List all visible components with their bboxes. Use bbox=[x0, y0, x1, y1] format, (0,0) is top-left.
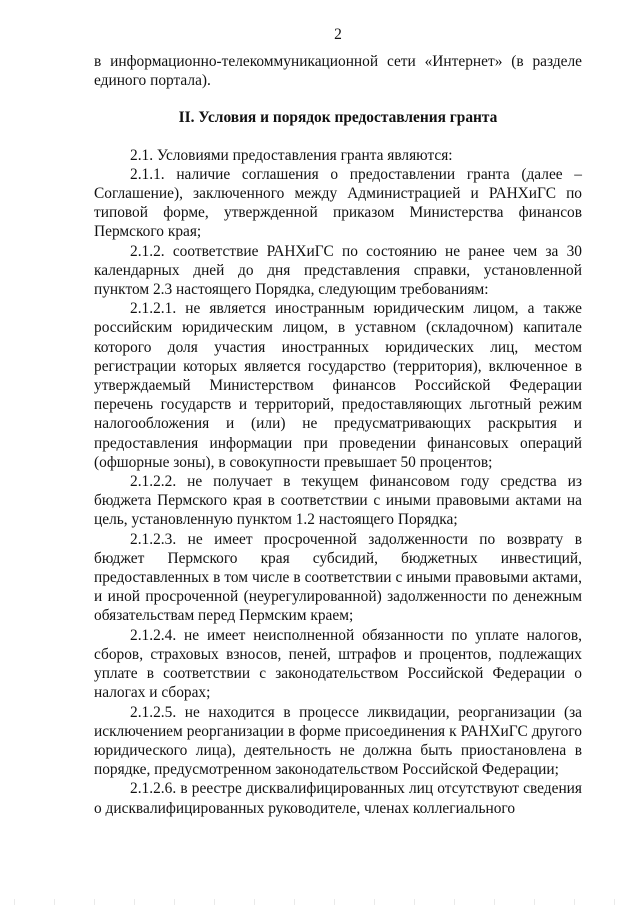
paragraph-2-1-2: 2.1.2. соответствие РАНХиГС по состоянию не ранее чем за 30 календарных дней до дня представления справки, установленной пунктом 2.3 настоящего Порядка, следующим требованиям: bbox=[94, 242, 582, 299]
scan-edge-marks bbox=[0, 899, 640, 905]
paragraph-2-1-2-1: 2.1.2.1. не является иностранным юридическим лицом, а также российским юридическим лицом, в уставном (складочном) капитале которого доля участия иностранных юридических лиц, местом регистрации которых является государство (территория), включенное в утверждаемый Министерством финансов Российской Федерации перечень государств и территорий, предоставляющих льготный режим налогообложения и (или) не предусматривающих раскрытия и предоставления информации при проведении финансовых операций (офшорные зоны), в совокупности превышает 50 процентов; bbox=[94, 300, 582, 471]
paragraph-2-1-2-5: 2.1.2.5. не находится в процессе ликвидации, реорганизации (за исключением реорганизации в форме присоединения к РАНХиГС другого юридического лица), деятельность не должна быть приостановлена в порядке, предусмотренном законодательством Российской Федерации; bbox=[94, 703, 582, 779]
paragraph-2-1: 2.1. Условиями предоставления гранта являются: bbox=[130, 146, 453, 164]
paragraph-2-1-2-4: 2.1.2.4. не имеет неисполненной обязанности по уплате налогов, сборов, страховых взносов, пеней, штрафов и процентов, подлежащих уплате в соответствии с законодательством Российской Федерации о налогах и сборах; bbox=[94, 626, 582, 702]
intro-paragraph: в информационно-телекоммуникационной сети «Интернет» (в разделе единого портала). bbox=[94, 53, 582, 90]
section-title: II. Условия и порядок предоставления гранта bbox=[178, 109, 498, 127]
paragraph-2-1-2-2: 2.1.2.2. не получает в текущем финансовом году средства из бюджета Пермского края в соответствии с иными правовыми актами на цель, установленную пунктом 1.2 настоящего Порядка; bbox=[94, 473, 582, 529]
paragraph-2-1-2-6: 2.1.2.6. в реестре дисквалифицированных лиц отсутствуют сведения о дисквалифицированных руководителе, членах коллегиального bbox=[94, 780, 582, 817]
page-number: 2 bbox=[334, 26, 342, 43]
paragraph-2-1-2-3: 2.1.2.3. не имеет просроченной задолженности по возврату в бюджет Пермского края субсидий, бюджетных инвестиций, предоставленных в том числе в соответствии с иными правовыми актами, и иной просроченной (неурегулированной) задолженности по денежным обязательствам перед Пермским краем; bbox=[94, 530, 582, 625]
paragraph-2-1-1: 2.1.1. наличие соглашения о предоставлении гранта (далее – Соглашение), заключенного между Администрацией и РАНХиГС по типовой форме, утвержденной приказом Министерства финансов Пермского края; bbox=[94, 165, 582, 241]
